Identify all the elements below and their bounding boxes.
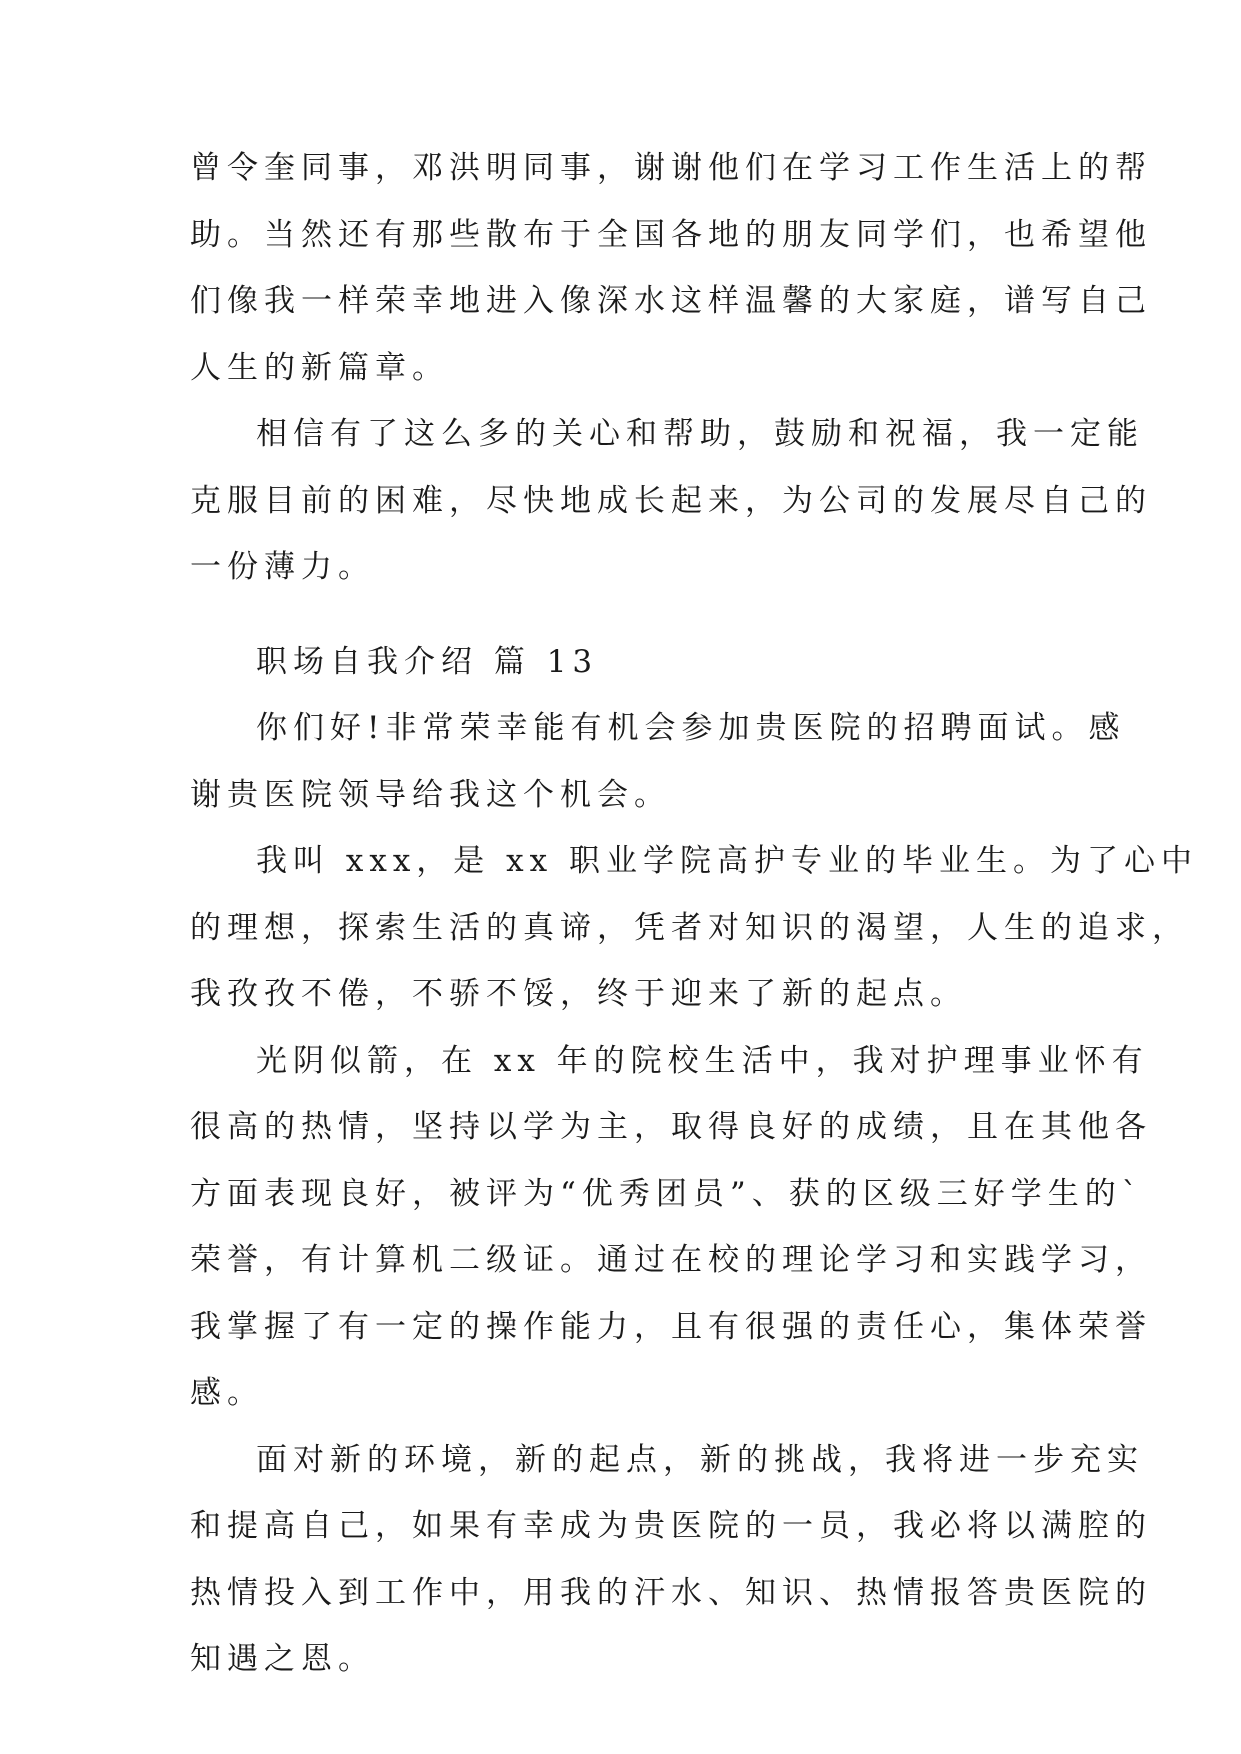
paragraph-line: 谢贵医院领导给我这个机会。 bbox=[190, 777, 671, 813]
paragraph-line: 光阴似箭，在 xx 年的院校生活中，我对护理事业怀有 bbox=[256, 1043, 1149, 1079]
section-heading: 职场自我介绍 篇 13 bbox=[256, 644, 599, 680]
paragraph-line: 热情投入到工作中，用我的汗水、知识、热情报答贵医院的 bbox=[190, 1575, 1152, 1611]
paragraph-line: 克服目前的困难，尽快地成长起来，为公司的发展尽自己的 bbox=[190, 483, 1152, 519]
paragraph-line: 荣誉，有计算机二级证。通过在校的理论学习和实践学习， bbox=[190, 1242, 1152, 1278]
paragraph-line: 知遇之恩。 bbox=[190, 1641, 375, 1677]
paragraph-line: 们像我一样荣幸地进入像深水这样温馨的大家庭，谱写自己 bbox=[190, 283, 1152, 319]
paragraph-line: 方面表现良好，被评为“优秀团员”、获的区级三好学生的` bbox=[190, 1176, 1144, 1212]
paragraph-line: 你们好!非常荣幸能有机会参加贵医院的招聘面试。感 bbox=[256, 710, 1126, 746]
paragraph-line: 一份薄力。 bbox=[190, 549, 375, 585]
paragraph-line: 我叫 xxx，是 xx 职业学院高护专业的毕业生。为了心中 bbox=[256, 843, 1198, 879]
paragraph-line: 助。当然还有那些散布于全国各地的朋友同学们，也希望他 bbox=[190, 217, 1152, 253]
paragraph-line: 的理想，探索生活的真谛，凭者对知识的渴望，人生的追求， bbox=[190, 910, 1189, 946]
paragraph-line: 人生的新篇章。 bbox=[190, 350, 449, 386]
paragraph-line: 曾令奎同事，邓洪明同事，谢谢他们在学习工作生活上的帮 bbox=[190, 150, 1152, 186]
paragraph-line: 我孜孜不倦，不骄不馁，终于迎来了新的起点。 bbox=[190, 976, 967, 1012]
paragraph-line: 很高的热情，坚持以学为主，取得良好的成绩，且在其他各 bbox=[190, 1109, 1152, 1145]
paragraph-line: 相信有了这么多的关心和帮助，鼓励和祝福，我一定能 bbox=[256, 416, 1144, 452]
paragraph-line: 我掌握了有一定的操作能力，且有很强的责任心，集体荣誉 bbox=[190, 1309, 1152, 1345]
paragraph-line: 和提高自己，如果有幸成为贵医院的一员，我必将以满腔的 bbox=[190, 1508, 1152, 1544]
paragraph-line: 感。 bbox=[190, 1375, 264, 1411]
paragraph-line: 面对新的环境，新的起点，新的挑战，我将进一步充实 bbox=[256, 1442, 1144, 1478]
